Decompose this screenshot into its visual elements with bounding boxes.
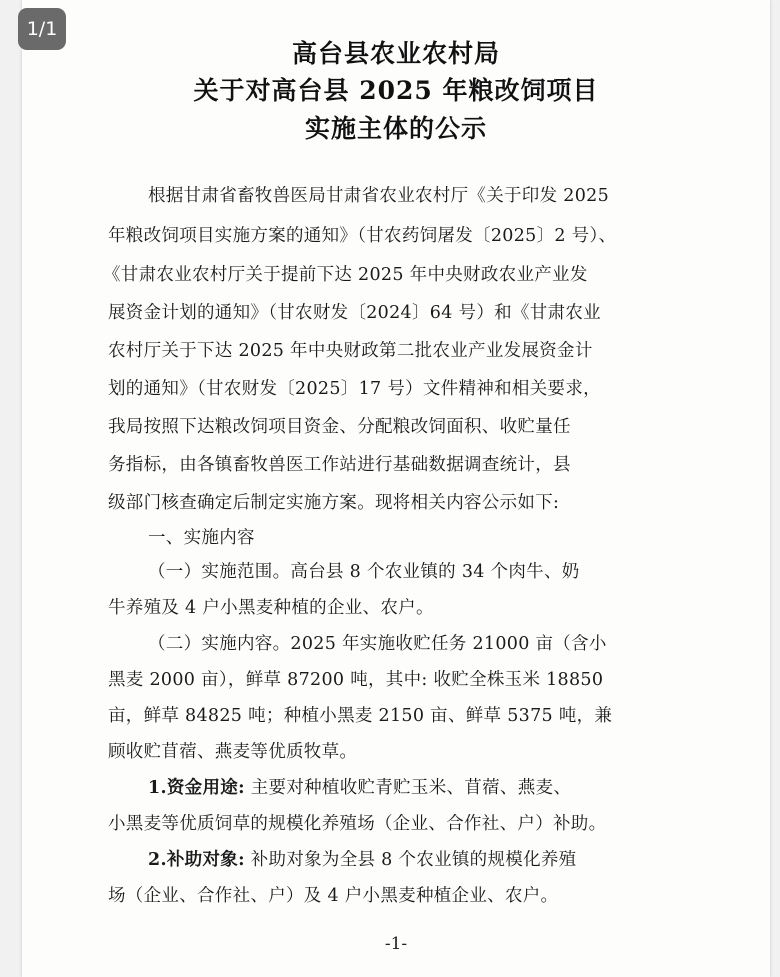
body-line: 划的通知》（甘农财发〔2025〕17 号）文件精神和相关要求， [108, 379, 601, 399]
subsidy-target-paragraph [148, 846, 576, 871]
body-line: 年粮改饲项目实施方案的通知》（甘农药饲屠发〔2025〕2 号）、 [108, 226, 617, 246]
body-line: 黑麦 2000 亩），鲜草 87200 吨，其中: 收贮全株玉米 18850 [108, 670, 604, 690]
body-line: 根据甘肃省畜牧兽医局甘肃省农业农村厅《关于印发 2025 [148, 186, 609, 206]
body-line: 务指标，由各镇畜牧兽医工作站进行基础数据调查统计，县 [108, 455, 571, 475]
document-title-line-3: 实施主体的公示 [304, 114, 487, 143]
body-line: 《甘肃农业农村厅关于提前下达 2025 年中央财政农业产业发 [103, 265, 588, 285]
body-line: 小黑麦等优质饲草的规模化养殖场（企业、合作社、户）补助。 [108, 814, 607, 834]
body-line: 场（企业、合作社、户）及 4 户小黑麦种植企业、农户。 [108, 886, 559, 906]
document-title-line-1: 高台县农业农村局 [291, 39, 500, 68]
body-line: 农村厅关于下达 2025 年中央财政第二批农业产业发展资金计 [108, 341, 593, 361]
body-line: 亩，鲜草 84825 吨；种植小黑麦 2150 亩、鲜草 5375 吨，兼 [108, 706, 613, 726]
subsidy-target-text: 补助对象为全县 8 个农业镇的规模化养殖 [250, 850, 577, 870]
body-line: 我局按照下达粮改饲项目资金、分配粮改饲面积、收贮量任 [108, 417, 571, 437]
page-indicator[interactable]: 1/1 [18, 8, 66, 50]
body-line: （二）实施内容。2025 年实施收贮任务 21000 亩（含小 [148, 634, 607, 654]
subsidy-target-label: 2.补助对象: [148, 850, 245, 870]
funding-use-label: 1.资金用途: [148, 778, 245, 798]
body-line: 顾收贮苜蓿、燕麦等优质牧草。 [108, 742, 358, 762]
body-line: 级部门核查确定后制定实施方案。现将相关内容公示如下: [108, 493, 560, 513]
funding-use-text: 主要对种植收贮青贮玉米、苜蓿、燕麦、 [250, 778, 572, 798]
section-heading: 一、实施内容 [148, 528, 255, 548]
body-line: （一）实施范围。高台县 8 个农业镇的 34 个肉牛、奶 [148, 562, 580, 582]
funding-use-paragraph [148, 774, 571, 799]
body-line: 展资金计划的通知》（甘农财发〔2024〕64 号）和《甘肃农业 [108, 303, 601, 323]
page-number: -1- [384, 934, 408, 954]
document-title-line-2: 关于对高台县 2025 年粮改饲项目 [193, 76, 599, 105]
body-line: 牛养殖及 4 户小黑麦种植的企业、农户。 [108, 598, 434, 618]
